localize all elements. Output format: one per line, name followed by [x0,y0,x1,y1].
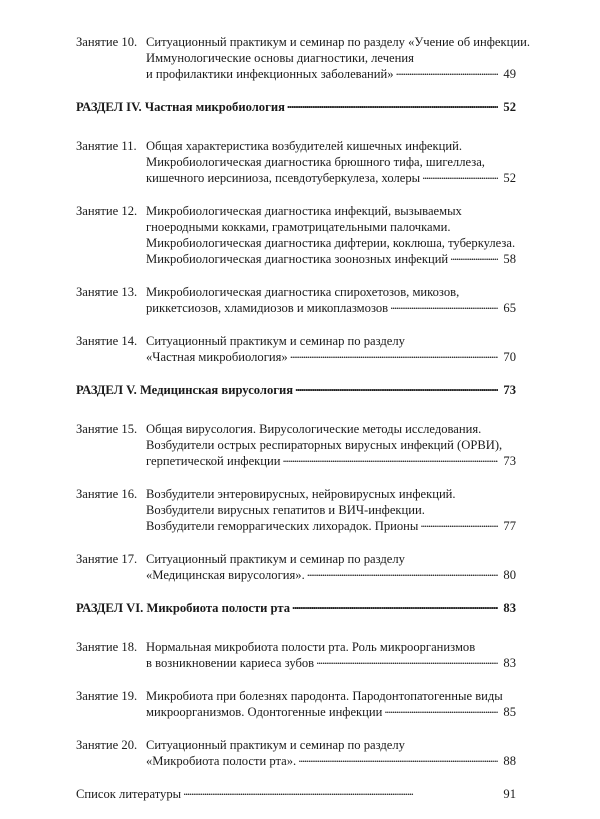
lesson-text: Общая вирусология. Вирусологические методы исследования. [146,422,482,436]
toc-line [76,99,516,115]
toc-lesson-entry [76,551,516,583]
toc-lesson-entry [76,203,516,267]
lesson-number: Занятие 15. [76,422,138,436]
lesson-text: Микробиологическая диагностика инфекций, вызываемых [146,204,462,218]
toc-lesson-entry [76,421,516,469]
toc-line [76,154,516,170]
lesson-text: Ситуационный практикум и семинар по разделу [146,334,405,348]
section-title: РАЗДЕЛ V. Медицинская вирусология [76,383,294,397]
entry-title: Список литературы [76,787,182,801]
dot-leader [298,753,498,765]
toc-line [76,66,516,82]
toc-line [76,786,516,802]
toc-entry [76,786,516,802]
page-number: 83 [503,601,516,615]
page-number: 85 [503,705,516,719]
lesson-number: Занятие 12. [76,204,138,218]
lesson-text: кишечного иерсиниоза, псевдотуберкулеза, холеры [146,171,421,185]
page-number: 52 [503,171,516,185]
toc-line [76,600,516,616]
dot-leader [287,99,498,111]
lesson-text: Микробиологическая диагностика зоонозных инфекций [146,252,449,266]
lesson-text: Возбудители энтеровирусных, нейровирусных инфекций. [146,487,456,501]
toc-line [76,688,516,704]
table-of-contents [76,34,530,819]
dot-leader [384,704,498,716]
toc-line [76,655,516,671]
toc-line [76,50,516,66]
page-number: 73 [503,383,516,397]
lesson-text: «Медицинская вирусология». [146,568,305,582]
lesson-text: Микробиологическая диагностика брюшного тифа, шигеллеза, [146,155,485,169]
toc-line [76,34,530,50]
toc-line [76,203,516,219]
dot-leader [292,600,498,612]
lesson-text: Возбудители геморрагических лихорадок. Прионы [146,519,419,533]
toc-line [76,349,516,365]
toc-line [76,518,516,534]
toc-line [76,382,516,398]
lesson-number: Занятие 14. [76,334,138,348]
toc-line [76,737,516,753]
lesson-number: Занятие 16. [76,487,138,501]
toc-line [76,486,516,502]
toc-line [76,639,516,655]
lesson-text: Возбудители острых респираторных вирусных инфекций (ОРВИ), [146,438,503,452]
toc-lesson-entry [76,284,516,316]
toc-line [76,170,516,186]
dot-leader [396,66,498,78]
page-number: 73 [503,454,516,468]
toc-line [76,551,516,567]
lesson-text: Ситуационный практикум и семинар по разделу [146,738,405,752]
lesson-text: Микробиологическая диагностика спирохетозов, микозов, [146,285,460,299]
lesson-number: Занятие 11. [76,139,137,153]
toc-lesson-entry [76,34,530,82]
dot-leader [307,567,498,579]
lesson-text: Нормальная микробиота полости рта. Роль микроорганизмов [146,640,476,654]
lesson-text: Ситуационный практикум и семинар по разделу «Учение об инфекции. [146,35,530,49]
lesson-text: Иммунологические основы диагностики, лечения [146,51,414,65]
page-number: 83 [503,656,516,670]
page-number: 70 [503,350,516,364]
page-number: 77 [503,519,516,533]
lesson-text: гноеродными кокками, грамотрицательными палочками. [146,220,451,234]
toc-line [76,567,516,583]
dot-leader [450,251,498,263]
lesson-text: Возбудители вирусных гепатитов и ВИЧ-инфекции. [146,503,425,517]
toc-lesson-entry [76,138,516,186]
page-number: 80 [503,568,516,582]
lesson-text: «Микробиота полости рта». [146,754,297,768]
toc-line [76,421,516,437]
toc-section-heading [76,600,516,616]
lesson-number: Занятие 20. [76,738,138,752]
lesson-text: «Частная микробиология» [146,350,288,364]
dot-leader [290,349,498,361]
toc-line [76,437,516,453]
lesson-text: Микробиота при болезнях пародонта. Пародонтопатогенные виды [146,689,503,703]
section-title: РАЗДЕЛ VI. Микробиота полости рта [76,601,291,615]
dot-leader [390,300,498,312]
page-number: 65 [503,301,516,315]
dot-leader [295,382,498,394]
lesson-text: Общая характеристика возбудителей кишечных инфекций. [146,139,463,153]
lesson-text: и профилактики инфекционных заболеваний» [146,67,394,81]
toc-lesson-entry [76,737,516,769]
toc-lesson-entry [76,688,516,720]
page-number: 58 [503,252,516,266]
toc-line [76,753,516,769]
page-number: 88 [503,754,516,768]
dot-leader [316,655,498,667]
toc-line [76,300,516,316]
lesson-number: Занятие 13. [76,285,138,299]
toc-line [76,284,516,300]
toc-line [76,138,516,154]
toc-line [76,704,516,720]
lesson-text: Ситуационный практикум и семинар по разделу [146,552,405,566]
lesson-text: микроорганизмов. Одонтогенные инфекции [146,705,383,719]
dot-leader [422,170,498,182]
lesson-text: риккетсиозов, хламидиозов и микоплазмозов [146,301,389,315]
lesson-number: Занятие 10. [76,35,138,49]
section-title: РАЗДЕЛ IV. Частная микробиология [76,100,285,114]
dot-leader [183,786,498,798]
lesson-number: Занятие 19. [76,689,138,703]
toc-line [76,235,516,251]
toc-section-heading [76,382,516,398]
toc-lesson-entry [76,486,516,534]
lesson-text: герпетической инфекции [146,454,281,468]
page-number: 91 [503,787,516,801]
page-number: 52 [503,100,516,114]
dot-leader [283,453,498,465]
lesson-number: Занятие 17. [76,552,138,566]
lesson-text: в возникновении кариеса зубов [146,656,315,670]
toc-line [76,333,516,349]
toc-line [76,251,516,267]
page-number: 49 [503,67,516,81]
lesson-number: Занятие 18. [76,640,138,654]
toc-section-heading [76,99,516,115]
lesson-text: Микробиологическая диагностика дифтерии, коклюша, туберкулеза. [146,236,516,250]
toc-lesson-entry [76,639,516,671]
toc-line [76,219,516,235]
toc-line [76,502,516,518]
dot-leader [420,518,498,530]
toc-lesson-entry [76,333,516,365]
toc-line [76,453,516,469]
